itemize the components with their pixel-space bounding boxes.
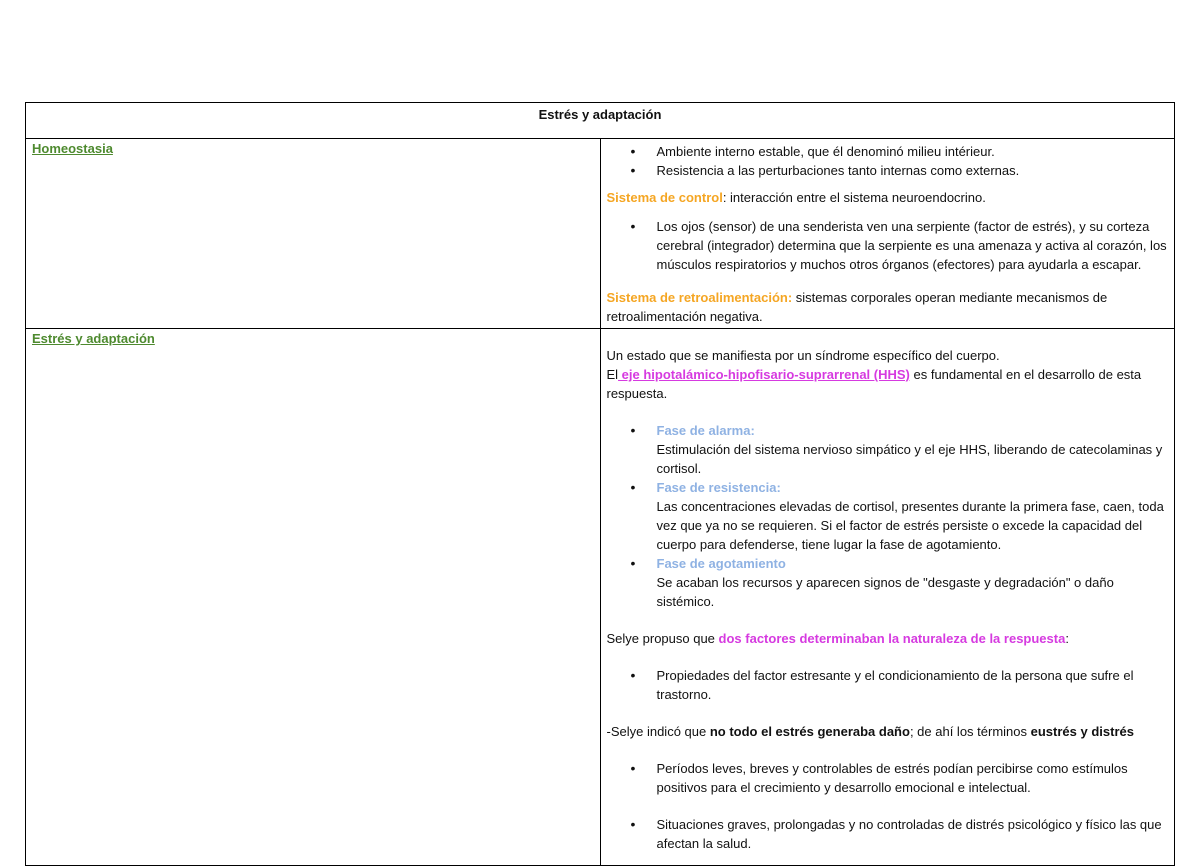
list-item: [607, 421, 1169, 478]
table-row: [26, 329, 1175, 866]
table-title: Estrés y adaptación: [26, 103, 1175, 139]
control-text: : interacción entre el sistema neuroendocrino.: [722, 190, 986, 205]
list-item: • Situaciones graves, prolongadas y no controladas de distrés psicológico y físico las que afectan la salud.: [607, 815, 1169, 853]
list-item: • Los ojos (sensor) de una senderista ven una serpiente (factor de estrés), y su corteza cerebral (integrador) determina que la serpiente es una amenaza y activa al corazón, los músculos respiratorios y muchos otros órganos (efectores) para ayudarla a escapar.: [607, 217, 1169, 274]
homeostasia-content: [600, 139, 1175, 329]
control-label: Sistema de control: [606, 190, 723, 205]
intro-text: Un estado que se manifiesta por un síndrome específico del cuerpo.: [606, 348, 1000, 363]
phase-name: • Fase de agotamiento: [656, 556, 786, 571]
phase-list: [607, 421, 1169, 611]
list-item: • Propiedades del factor estresante y el condicionamiento de la persona que sufre el trastorno.: [607, 666, 1169, 704]
indico-paragraph: -Selye indicó que no todo el estrés generaba daño; de ahí los términos eustrés y distrés: [606, 724, 1134, 739]
phase-text: Se acaban los recursos y aparecen signos de "desgaste y degradación" o daño sistémico.: [656, 575, 1114, 609]
hhs-paragraph: El eje hipotalámico-hipofisario-suprarrenal (HHS) es fundamental en el desarrollo de esta respuesta.: [606, 367, 1142, 401]
retro-paragraph: [607, 288, 1169, 326]
retro-text: sistemas corporales operan mediante mecanismos de retroalimentación negativa.: [606, 290, 1108, 324]
phase-text: Las concentraciones elevadas de cortisol, presentes durante la primera fase, caen, toda vez que ya no se requieren. Si el factor de estrés persiste o excede la capacidad del cuerpo para defenderse, tiene lugar la fase de agotamiento.: [656, 499, 1164, 552]
homeostasia-bullets: [607, 142, 1169, 180]
phase-text: Estimulación del sistema nervioso simpático y el eje HHS, liberando de catecolaminas y cortisol.: [656, 442, 1163, 476]
list-item: [607, 478, 1169, 554]
selye-paragraph: Selye propuso que dos factores determinaban la naturaleza de la respuesta:: [606, 631, 1069, 646]
hhs-link[interactable]: eje hipotalámico-hipofisario-suprarrenal (HHS): [618, 367, 910, 382]
row-label-homeostasia: Homeostasia: [32, 141, 113, 156]
list-item: • Períodos leves, breves y controlables de estrés podían percibirse como estímulos positivos para el crecimiento y desarrollo emocional e intelectual.: [607, 759, 1169, 797]
table-row: [26, 139, 1175, 329]
estres-content: [600, 329, 1175, 866]
control-paragraph: [607, 188, 1169, 207]
retro-label: Sistema de retroalimentación:: [606, 290, 793, 305]
list-item: [607, 554, 1169, 611]
list-item: • Ambiente interno estable, que él denominó milieu intérieur.: [607, 142, 1169, 161]
phase-name: • Fase de alarma:: [656, 423, 755, 438]
selye-highlight: dos factores determinaban la naturaleza de la respuesta: [718, 631, 1066, 646]
list-item: • Resistencia a las perturbaciones tanto internas como externas.: [607, 161, 1169, 180]
row-label-estres: Estrés y adaptación: [32, 331, 155, 346]
content-table: [25, 102, 1175, 866]
phase-name: • Fase de resistencia:: [656, 480, 781, 495]
